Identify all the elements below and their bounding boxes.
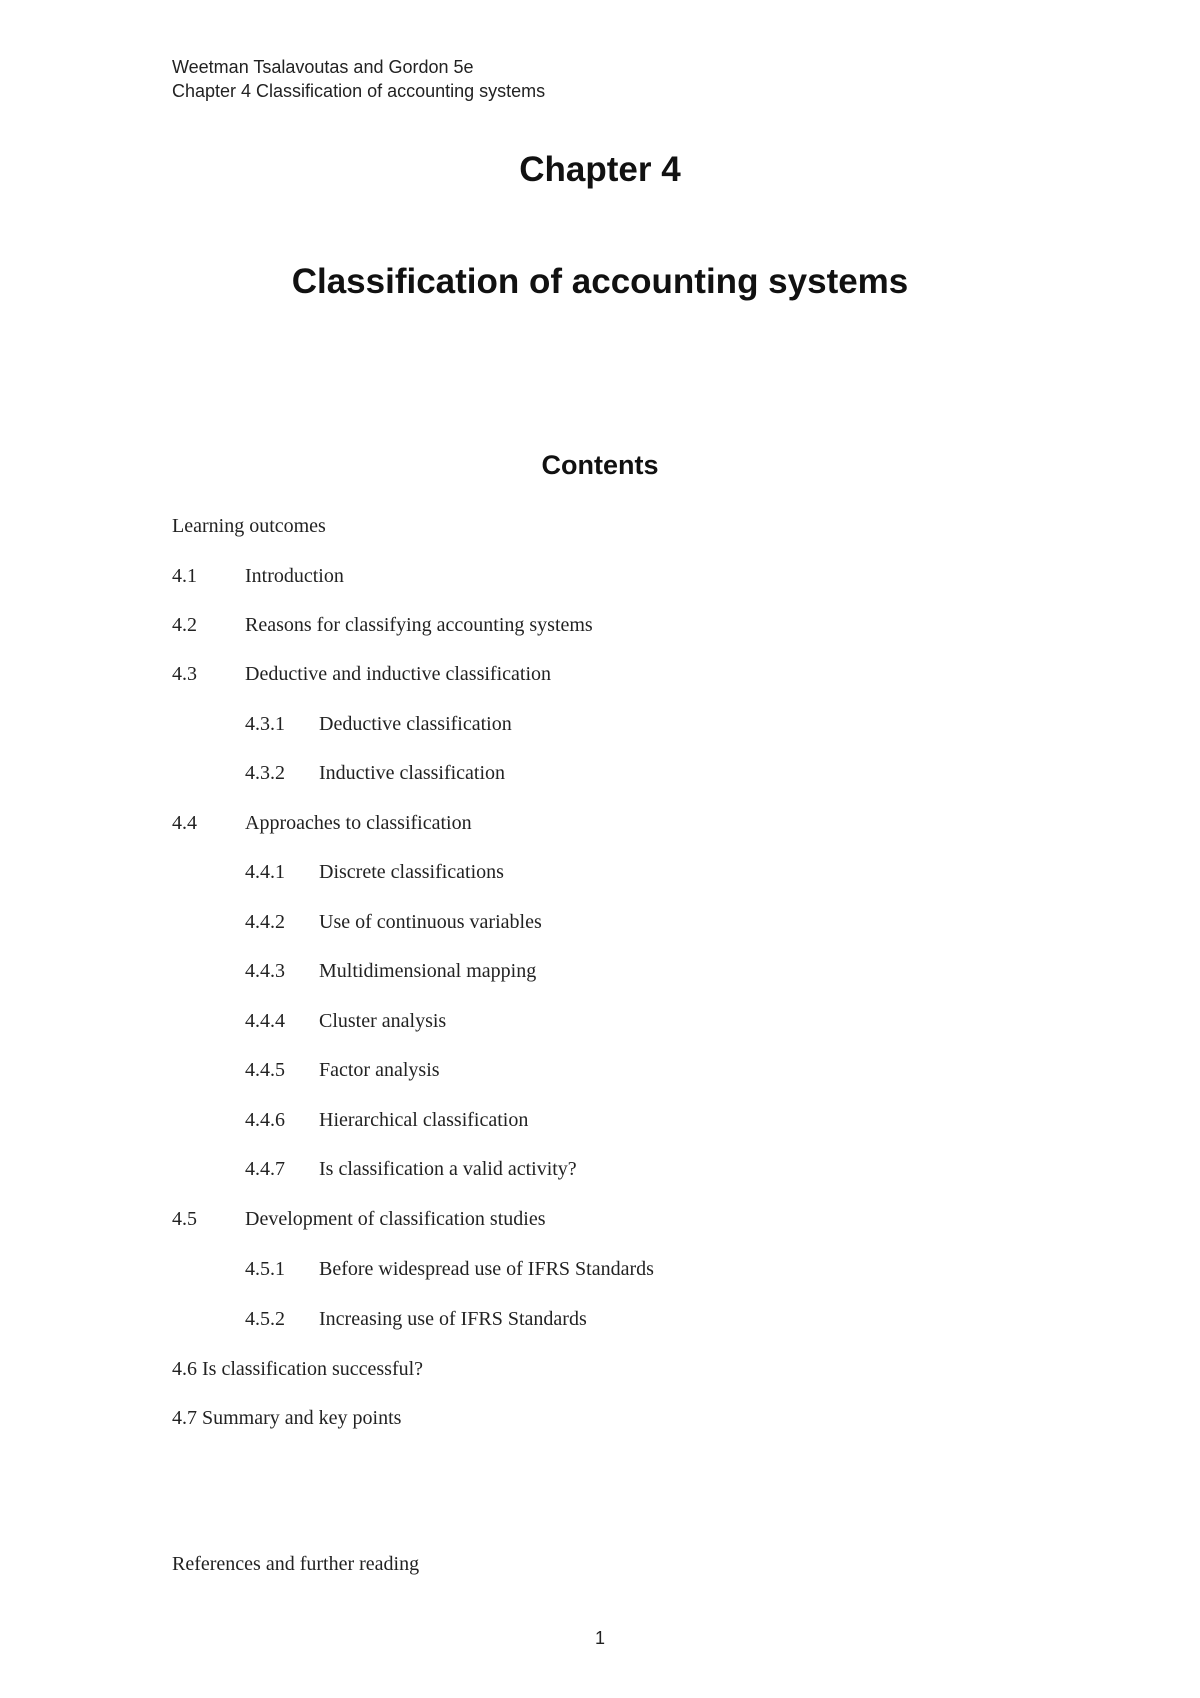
toc-number: 4.4.5 xyxy=(245,1059,285,1081)
toc-title: Discrete classifications xyxy=(319,861,504,883)
toc-number: 4.4.7 xyxy=(245,1158,285,1180)
toc-entry-4-5-1[interactable] xyxy=(245,1256,654,1282)
toc-entry-4-4-4[interactable] xyxy=(245,1008,446,1034)
toc-number: 4.2 xyxy=(172,614,197,636)
running-head-chapter: Chapter 4 Classification of accounting systems xyxy=(172,81,546,101)
toc-entry-4-1[interactable] xyxy=(172,563,344,589)
toc-title: Factor analysis xyxy=(319,1059,440,1081)
toc-number: 4.4.1 xyxy=(245,861,285,883)
toc-entry-4-4-3[interactable] xyxy=(245,958,536,984)
toc-entry-4-3-1[interactable] xyxy=(245,711,512,737)
chapter-number: Chapter 4 xyxy=(519,150,681,189)
toc-title: Deductive classification xyxy=(319,713,512,735)
toc-learning-outcomes[interactable]: Learning outcomes xyxy=(172,515,326,537)
toc-title: Is classification a valid activity? xyxy=(319,1158,577,1180)
toc-number: 4.5 xyxy=(172,1208,197,1230)
toc-title: Development of classification studies xyxy=(245,1208,546,1230)
toc-title: Before widespread use of IFRS Standards xyxy=(319,1258,654,1280)
page-number: 1 xyxy=(594,1628,605,1648)
toc-number: 4.5.2 xyxy=(245,1308,285,1330)
toc-entry-4-4[interactable] xyxy=(172,810,472,836)
toc-title: Increasing use of IFRS Standards xyxy=(319,1308,587,1330)
toc-entry-4-3[interactable] xyxy=(172,661,551,687)
toc-references[interactable]: References and further reading xyxy=(172,1553,420,1575)
toc-title: Introduction xyxy=(245,565,344,587)
toc-number: 4.4.6 xyxy=(245,1109,285,1131)
toc-number: 4.3.1 xyxy=(245,713,285,735)
toc-title: Hierarchical classification xyxy=(319,1109,529,1131)
toc-number: 4.4.4 xyxy=(245,1010,285,1032)
toc-entry-4-2[interactable] xyxy=(172,612,593,638)
toc-entry-4-4-1[interactable] xyxy=(245,859,504,885)
toc-number: 4.4.2 xyxy=(245,911,285,933)
toc-entry-4-5-2[interactable] xyxy=(245,1306,587,1332)
toc-title: Approaches to classification xyxy=(245,812,472,834)
toc-number: 4.3 xyxy=(172,663,197,685)
chapter-title: Classification of accounting systems xyxy=(291,262,909,301)
toc-number: 4.4.3 xyxy=(245,960,285,982)
toc-title: Multidimensional mapping xyxy=(319,960,537,982)
toc-number: 4.3.2 xyxy=(245,762,285,784)
toc-entry-4-4-5[interactable] xyxy=(245,1057,440,1083)
toc-number: 4.4 xyxy=(172,812,197,834)
toc-entry-4-4-7[interactable] xyxy=(245,1156,577,1182)
toc-number: 4.5.1 xyxy=(245,1258,285,1280)
toc-title: Deductive and inductive classification xyxy=(245,663,552,685)
toc-entry-4-7[interactable]: 4.7 Summary and key points xyxy=(172,1407,402,1429)
running-head-book: Weetman Tsalavoutas and Gordon 5e xyxy=(172,57,474,77)
toc-title: Inductive classification xyxy=(319,762,506,784)
toc-title: Reasons for classifying accounting systems xyxy=(245,614,593,636)
toc-title: Use of continuous variables xyxy=(319,911,542,933)
contents-heading: Contents xyxy=(541,450,659,480)
toc-entry-4-3-2[interactable] xyxy=(245,760,505,786)
toc-title: Cluster analysis xyxy=(319,1010,447,1032)
toc-entry-4-4-6[interactable] xyxy=(245,1107,528,1133)
toc-entry-4-6[interactable]: 4.6 Is classification successful? xyxy=(172,1358,424,1380)
toc-entry-4-4-2[interactable] xyxy=(245,909,542,935)
toc-entry-4-5[interactable] xyxy=(172,1206,545,1232)
toc-number: 4.1 xyxy=(172,565,197,587)
